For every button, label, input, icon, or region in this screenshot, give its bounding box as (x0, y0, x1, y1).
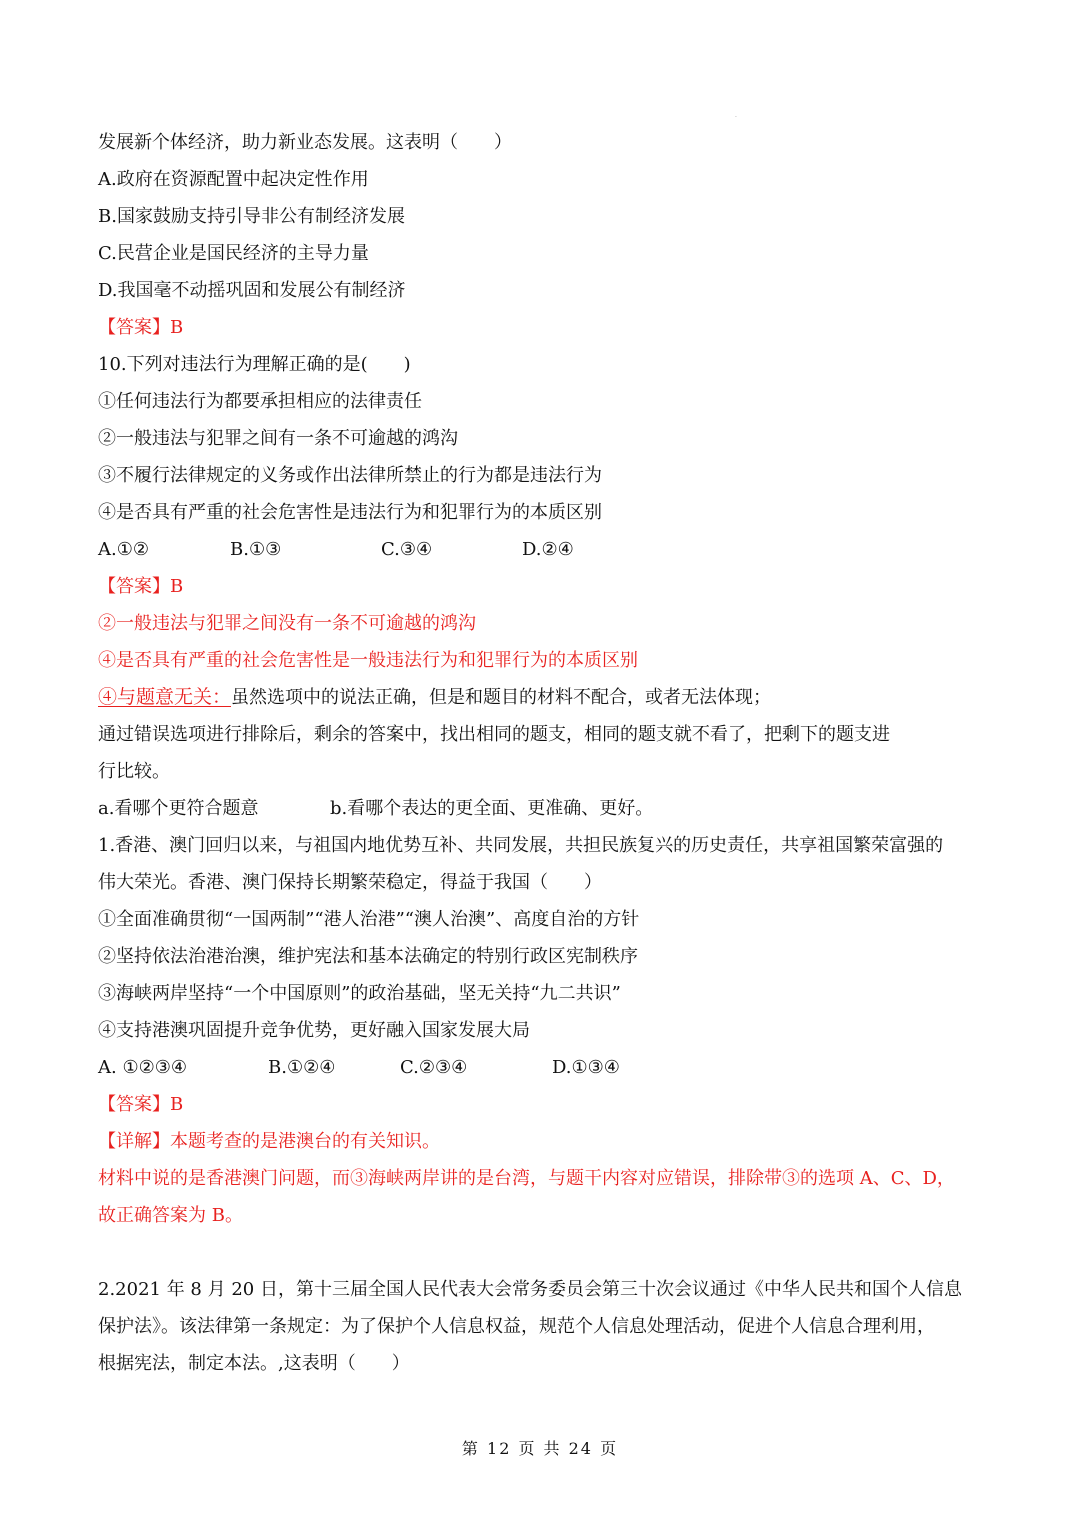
q10-option-b: B.①③ (230, 539, 282, 560)
q9-option-a: A.政府在资源配置中起决定性作用 (98, 169, 369, 190)
q2-stem-line-1: 2.2021 年 8 月 20 日，第十三届全国人民代表大会常务委员会第三十次会议通过《中华人民共和国个人信息 (98, 1279, 962, 1300)
q1-statement-2: ②坚持依法治港治澳，维护宪法和基本法确定的特别行政区宪制秩序 (98, 946, 638, 967)
q10-stem: 10.下列对违法行为理解正确的是( ) (98, 354, 411, 375)
q1-statement-3: ③海峡两岸坚持“一个中国原则”的政治基础，坚无关持“九二共识” (98, 983, 621, 1004)
spacer (98, 1234, 998, 1271)
q1-explain-line-1: 材料中说的是香港澳门问题，而③海峡两岸讲的是台湾，与题干内容对应错误，排除带③的选项 A、C、D， (98, 1168, 955, 1189)
q9-option-c: C.民营企业是国民经济的主导力量 (98, 243, 369, 264)
q1-statement-1: ①全面准确贯彻“一国两制”“港人治港”“澳人治澳”、高度自治的方针 (98, 909, 640, 930)
q1-answer: 【答案】B (98, 1094, 184, 1115)
q10-options (98, 531, 998, 568)
page-content (98, 124, 998, 1382)
tip-line-1 (98, 679, 998, 716)
q1-options (98, 1049, 998, 1086)
q10-correction-2: ②一般违法与犯罪之间没有一条不可逾越的鸿沟 (98, 613, 476, 634)
q10-option-a: A.①② (98, 539, 149, 560)
q1-option-b: B.①②④ (268, 1057, 336, 1078)
q1-detail: 【详解】本题考查的是港澳台的有关知识。 (98, 1131, 440, 1152)
q10-statement-4: ④是否具有严重的社会危害性是违法行为和犯罪行为的本质区别 (98, 502, 602, 523)
page-footer: 第 12 页 共 24 页 (461, 1439, 619, 1458)
tip-line-3: 行比较。 (98, 761, 170, 782)
q10-option-d: D.②④ (522, 539, 574, 560)
q9-stem-tail: 发展新个体经济，助力新业态发展。这表明（ ） (98, 132, 512, 153)
q10-statement-3: ③不履行法律规定的义务或作出法律所禁止的行为都是违法行为 (98, 465, 602, 486)
tip-criterion-a: a.看哪个更符合题意 (98, 798, 259, 819)
q2-stem-line-2: 保护法》。该法律第一条规定：为了保护个人信息权益，规范个人信息处理活动，促进个人信息合理利用， (98, 1316, 935, 1337)
q1-statement-4: ④支持港澳巩固提升竞争优势，更好融入国家发展大局 (98, 1020, 530, 1041)
q10-statement-2: ②一般违法与犯罪之间有一条不可逾越的鸿沟 (98, 428, 458, 449)
tip-criterion-b: b.看哪个表达的更全面、更准确、更好。 (330, 798, 654, 819)
q1-option-c: C.②③④ (400, 1057, 468, 1078)
q1-option-a: A. ①②③④ (98, 1057, 187, 1078)
q9-option-d: D.我国毫不动摇巩固和发展公有制经济 (98, 280, 406, 301)
q10-answer: 【答案】B (98, 576, 184, 597)
q1-stem-line-2: 伟大荣光。香港、澳门保持长期繁荣稳定，得益于我国（ ） (98, 872, 602, 893)
q10-correction-4: ④是否具有严重的社会危害性是一般违法行为和犯罪行为的本质区别 (98, 650, 638, 671)
q1-option-d: D.①③④ (552, 1057, 620, 1078)
tip-text: 虽然选项中的说法正确，但是和题目的材料不配合，或者无法体现； (231, 687, 772, 708)
q9-answer: 【答案】B (98, 317, 184, 338)
q10-statement-1: ①任何违法行为都要承担相应的法律责任 (98, 391, 422, 412)
q2-stem-line-3: 根据宪法，制定本法。,这表明（ ） (98, 1353, 410, 1374)
scan-dot: . (735, 112, 737, 119)
q9-option-b: B.国家鼓励支持引导非公有制经济发展 (98, 206, 405, 227)
tip-label: ④与题意无关： (98, 686, 232, 708)
q1-explain-line-2: 故正确答案为 B。 (98, 1205, 243, 1226)
tip-line-2: 通过错误选项进行排除后，剩余的答案中，找出相同的题支，相同的题支就不看了，把剩下的题支进 (98, 724, 890, 745)
q1-stem-line-1: 1.香港、澳门回归以来，与祖国内地优势互补、共同发展，共担民族复兴的历史责任，共享祖国繁荣富强的 (98, 835, 944, 856)
tip-criteria (98, 790, 998, 827)
q10-option-c: C.③④ (381, 539, 433, 560)
